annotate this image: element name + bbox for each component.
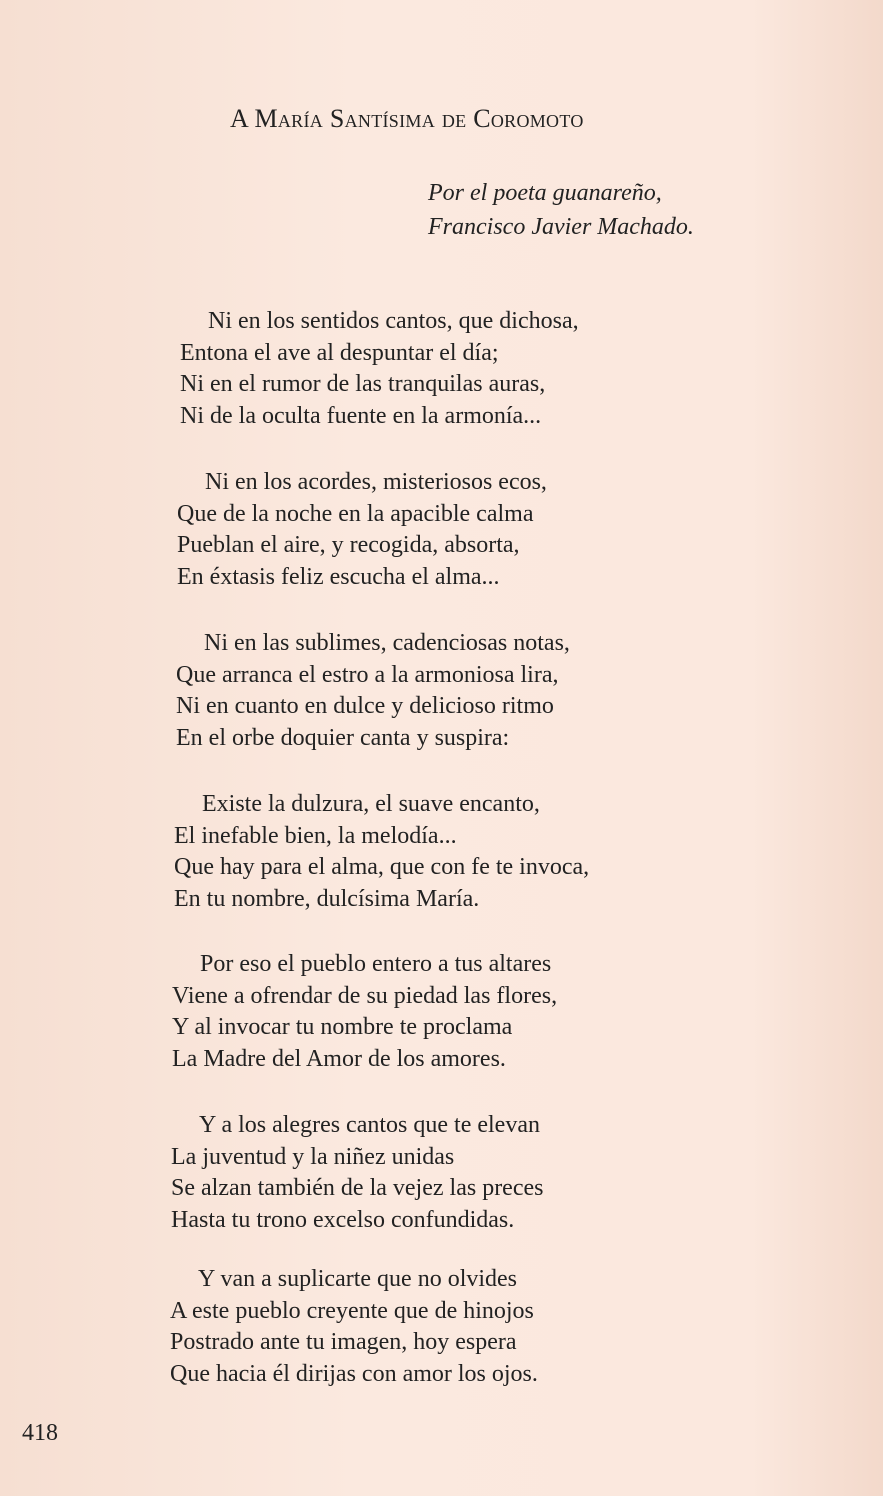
poem-line: Y al invocar tu nombre te proclama	[172, 1014, 513, 1040]
poem-line: Ni en cuanto en dulce y delicioso ritmo	[176, 693, 554, 719]
poem-line: Postrado ante tu imagen, hoy espera	[170, 1329, 517, 1355]
poem-line: Hasta tu trono excelso confundidas.	[171, 1206, 515, 1233]
byline-line-2: Francisco Javier Machado.	[428, 214, 694, 240]
poem-line: Ni de la oculta fuente en la armonía...	[180, 402, 542, 429]
poem-line: La Madre del Amor de los amores.	[172, 1045, 506, 1072]
poem-title: A María Santísima de Coromoto	[230, 104, 584, 133]
poem-line: En tu nombre, dulcísima María.	[174, 885, 480, 912]
stanza-4	[174, 789, 774, 915]
poem-line: En el orbe doquier canta y suspira:	[176, 724, 510, 751]
poem-line: Y van a suplicarte que no olvides	[198, 1266, 518, 1292]
poem-line: La juventud y la niñez unidas	[171, 1143, 455, 1170]
poem-line: Que de la noche en la apacible calma	[177, 500, 534, 527]
poem-line: Ni en los acordes, misteriosos ecos,	[205, 469, 547, 495]
poem-line: Existe la dulzura, el suave encanto,	[202, 791, 540, 817]
poem-line: Y a los alegres cantos que te elevan	[199, 1112, 540, 1138]
poem-line: Que hay para el alma, que con fe te invoca,	[174, 854, 590, 880]
stanza-2	[177, 467, 777, 593]
poem-line: Se alzan también de la vejez las preces	[171, 1175, 544, 1201]
poem-line: En éxtasis feliz escucha el alma...	[177, 563, 500, 590]
poem-line: A este pueblo creyente que de hinojos	[170, 1297, 534, 1324]
poem-line: Pueblan el aire, y recogida, absorta,	[177, 532, 520, 558]
stanza-6	[171, 1110, 771, 1236]
poem-line: Entona el ave al despuntar el día;	[180, 339, 499, 366]
stanza-3	[176, 628, 776, 754]
poem-line: Viene a ofrendar de su piedad las flores,	[172, 982, 558, 1009]
poem-line: Ni en los sentidos cantos, que dichosa,	[208, 308, 579, 334]
page-number: 418	[22, 1420, 58, 1446]
byline-line-1: Por el poeta guanareño,	[428, 180, 662, 206]
stanza-1	[180, 306, 780, 432]
poem-line: Que arranca el estro a la armoniosa lira,	[176, 661, 559, 688]
poem-byline	[428, 176, 848, 244]
stanza-7	[170, 1264, 770, 1390]
poem-line: Que hacia él dirijas con amor los ojos.	[170, 1360, 538, 1387]
poem-line: Por eso el pueblo entero a tus altares	[200, 951, 552, 977]
poem-line: Ni en el rumor de las tranquilas auras,	[180, 371, 546, 397]
poem-line: El inefable bien, la melodía...	[174, 822, 457, 849]
poem-line: Ni en las sublimes, cadenciosas notas,	[204, 630, 570, 656]
stanza-5	[172, 949, 772, 1075]
